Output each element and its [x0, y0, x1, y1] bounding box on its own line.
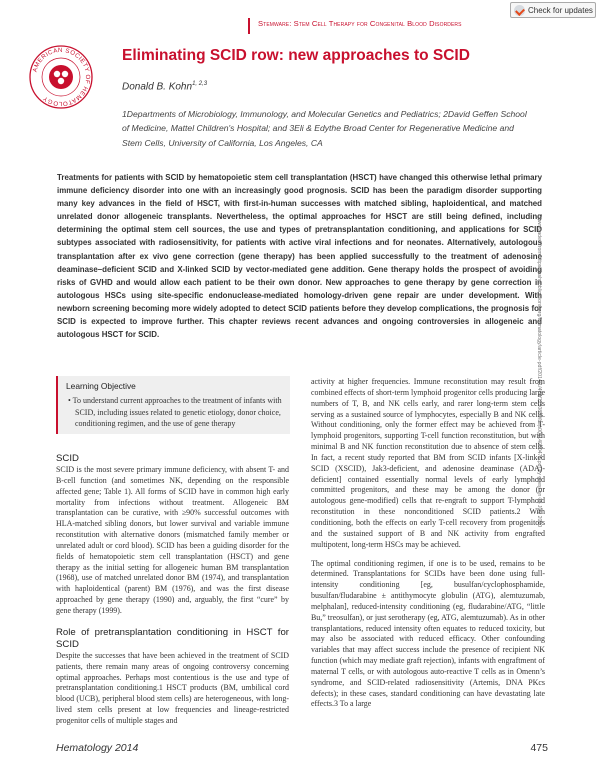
check-for-updates-label: Check for updates	[528, 5, 593, 15]
author-line	[122, 81, 207, 92]
affiliations: 1Departments of Microbiology, Immunology, and Molecular Genetics and Pediatrics; 2David Geffen School of Medicine, Mattel Children's Hospital; and 3Eli & Edythe Broad Center for Regenerative Medicine and Stem Cells, University of California, Los Angeles, CA	[122, 109, 527, 148]
paragraph: SCID is the most severe primary immune deficiency, with absent T- and B-cell function (and sometimes NK, depending on the responsible affected gene; Table 1). All forms of SCID have in common high early mortality from infections without treatment. Allogeneic BM transplantation can be curative, with ≥90% successful outcomes with HLA-matched sibling donors, but lower survival and variable immune reconstitution with alternative donors (mismatched family member or unrelated adult or cord blood). SCID has been a guiding disorder for the fields of hematopoietic stem cell transplantation (HSCT) and gene therapy as the initial setting for allogeneic human BM transplantation (1968), use of matched unrelated donor BM (1974), and transplantation with haploidentical (parent) BM (1976), and was the first disease approached by gene therapy (1990) and, arguably, the first “cure” by gene therapy (1999).	[56, 465, 289, 615]
running-header	[248, 18, 508, 34]
learning-objective-title: Learning Objective	[66, 381, 136, 391]
ash-society-logo	[28, 44, 94, 110]
left-column	[56, 453, 289, 727]
paragraph: activity at higher frequencies. Immune reconstitution may result from combined effects of short-term lymphoid progenitor cells producing large numbers of T, B, and NK cells early, and rarer long-term stem cells serving as a sustained source of lymphocytes, especially B and NK cells. Without conditioning, only the former effect may be achieved from T-lymphoid progenitors, supporting T-cell function reconstitution, but with minimal B and NK function reconstitution due to absence of stem cells. In fact, a recent study reported that BM from SCID infants [X-linked SCID (XSCID), Jak3-deficient, and adenosine deaminase (ADA)-deficient] contained essentially normal levels of early lymphoid committed progenitors, and these may be among the donor (or autologous gene-modified) cells that re-engraft to support T-lymphoid reconstitution in these nonconditioned SCID patients.2 With conditioning, both the effects on early T-cell recovery from progenitors and the sustained support of B and NK activity from engrafted multipotent, long-term HSCs may be achieved.	[311, 377, 545, 549]
learning-objective-box	[56, 376, 290, 434]
logo-ring-text: AMERICAN SOCIETY OF HEMATOLOGY	[31, 46, 92, 108]
check-updates-icon	[514, 5, 525, 16]
learning-objective-bullet: • To understand current approaches to the treatment of infants with SCID, including issues related to genetic etiology, donor choice, conditioning regimen, and the use of gene therapy	[68, 396, 282, 429]
section-heading-conditioning: Role of pretransplantation conditioning in HSCT for SCID	[56, 626, 289, 650]
paragraph: Despite the successes that have been achieved in the treatment of SCID patients, there remain many areas of ongoing controversy concerning optimal approaches. Perhaps most contentious is the use and type of pretransplantation conditioning.1 HSCT products (BM, umbilical cord blood (UCB), peripheral blood stem cells) are heterogeneous, with long-lived stem cells present at low frequencies and lineage-restricted progenitor cells of multiple stages and	[56, 650, 289, 725]
right-column	[311, 377, 545, 710]
download-notice-text: Downloaded from https://ashpublications.org/hematology/article-pdf/2014/1/475/1250859/bep00114000475.pdf by guest on 15 July 2020	[536, 214, 542, 528]
paragraph: The optimal conditioning regimen, if one is to be used, remains to be determined. Transplantations for SCIDs have been done using full-intensity conditioning [eg, busulfan/cyclophosphamide, busulfan/fludarabine ± antithymocyte globulin (ATG), alemtuzumab, melphalan], reduced-intensity conditioning (eg, fludarabine/ATG, “little Bu,” treosulfan), or just serotherapy (eg, ATG, alemtuzumab). As in other transplantations, reduced intensity often equates to reduced toxicity, but may also be associated with reduced efficacy. Other confounding variables that may affect success include the presence of recipient NK function (which may mediate graft rejection), infants with engraftment of maternal T cells, or with autologous auto-reactive T cells as in Omenn’s syndrome, and SCID-related radiosensitivity (Artemis, DNA PKcs defects); in these cases, standard conditioning can have devastating late effects.3 To a large	[311, 558, 545, 709]
running-header-text: Stemware: Stem Cell Therapy for Congenital Blood Disorders	[258, 19, 462, 28]
footer-journal: Hematology 2014	[56, 742, 139, 754]
abstract: Treatments for patients with SCID by hematopoietic stem cell transplantation (HSCT) have changed this otherwise lethal primary immune deficiency disorder into one with an increasingly good prognosis. SCID has been the paradigm disorder supporting many key advances in the field of HSCT, with first-in-human successes with matched sibling, haploidentical, and matched unrelated donor allogeneic transplants. Nevertheless, the optimal approaches for HSCT are still being defined, including determining the optimal stem cell sources, the use and types of pretransplantation conditioning, and applications for SCID subtypes associated with radiosensitivity, for patients with active viral infections and for neonates. Alternatively, autologous transplantation after ex vivo gene correction (gene therapy) has been applied successfully to the treatment of adenosine deaminase–deficient SCID and X-linked SCID by vector-mediated gene addition. Gene therapy holds the prospect of avoiding risks of GVHD and would allow each patient to be their own donor. New approaches to gene therapy by gene correction in autologous HSCs using site-specific endonuclease-mediated homology-driven gene repair are under development. With newborn screening becoming more widely adopted to detect SCID patients before they develop complications, the prognosis for SCID is expected to improve further. This chapter reviews recent advances and ongoing controversies in allogeneic and autologous HSCT for SCID.	[57, 173, 542, 340]
author-name: Donald B. Kohn	[122, 81, 193, 93]
author-affiliation-marks: 1, 2,3	[192, 81, 208, 87]
page-number: 475	[530, 742, 548, 754]
section-heading-scid: SCID	[56, 453, 79, 464]
article-title: Eliminating SCID row: new approaches to SCID	[122, 47, 470, 64]
check-for-updates-button[interactable]	[510, 2, 596, 18]
